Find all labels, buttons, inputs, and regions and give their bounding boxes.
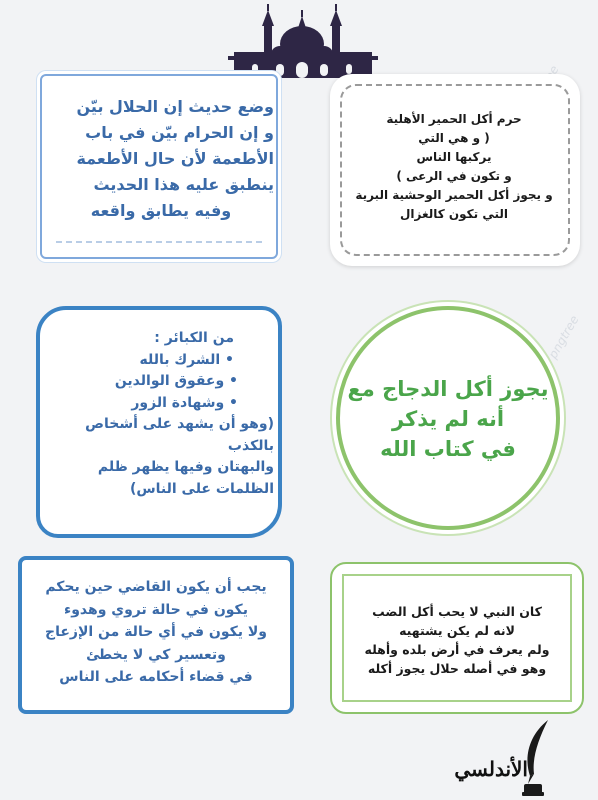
- line: وهو في أصله حلال يجوز أكله: [367, 661, 547, 676]
- text-major-sins: [48, 328, 274, 500]
- line: من الكبائر :: [154, 330, 234, 346]
- text-donkeys: [340, 110, 568, 224]
- line: • وشهادة الزور: [131, 394, 238, 411]
- line: وفيه يطابق واقعه: [90, 201, 232, 220]
- line: يركبها الناس: [416, 150, 492, 164]
- text-lizard: [344, 602, 570, 678]
- line: • الشرك بالله: [139, 351, 234, 368]
- line: بالكذب: [227, 437, 274, 454]
- line: يجوز أكل الدجاج مع: [347, 377, 549, 401]
- watermark: pngtree: [545, 313, 582, 361]
- line: والبهتان وفيها يظهر ظلم: [97, 459, 274, 475]
- line: الأطعمة لأن حال الأطعمة: [76, 149, 274, 168]
- line: الظلمات على الناس): [129, 480, 274, 497]
- text-judge: [28, 576, 284, 689]
- line: و إن الحرام بيّن في باب: [85, 123, 274, 142]
- line: يكون في حالة تروي وهدوء: [64, 601, 248, 618]
- line: حرم أكل الحمير الأهلية: [386, 112, 522, 126]
- line: التي تكون كالغزال: [399, 207, 509, 221]
- line: كان النبي لا يحب أكل الضب: [372, 604, 542, 619]
- line: و يجوز أكل الحمير الوحشية البرية: [355, 188, 553, 202]
- line: لانه لم يكن يشتهيه: [399, 623, 515, 638]
- line: وتعسير كي لا يخطئ: [86, 646, 226, 663]
- line: ينطبق عليه هذا الحديث: [93, 175, 274, 194]
- signature-text: الأندلسي: [454, 757, 528, 781]
- line: ( و هي التي: [418, 131, 490, 145]
- line: • وعقوق الوالدين: [114, 373, 238, 389]
- line: و تكون في الرعى ): [396, 169, 512, 183]
- line: أنه لم يذكر: [391, 407, 505, 431]
- line: في كتاب الله: [380, 437, 516, 461]
- line: في قضاء أحكامه على الناس: [59, 669, 253, 685]
- line: (وهو أن يشهد على أشخاص: [85, 416, 274, 432]
- line: يجب أن يكون القاضي حين يحكم: [45, 579, 267, 595]
- line: وضع حديث إن الحلال بيّن: [76, 97, 274, 116]
- line: ولم يعرف في أرض بلده وأهله: [364, 642, 550, 657]
- text-hadith-principle: [48, 94, 274, 224]
- mosque-silhouette-icon: [228, 2, 378, 80]
- divider: [56, 241, 262, 243]
- line: ولا يكون في أي حالة من الإزعاج: [44, 624, 267, 640]
- text-chicken: [346, 374, 550, 464]
